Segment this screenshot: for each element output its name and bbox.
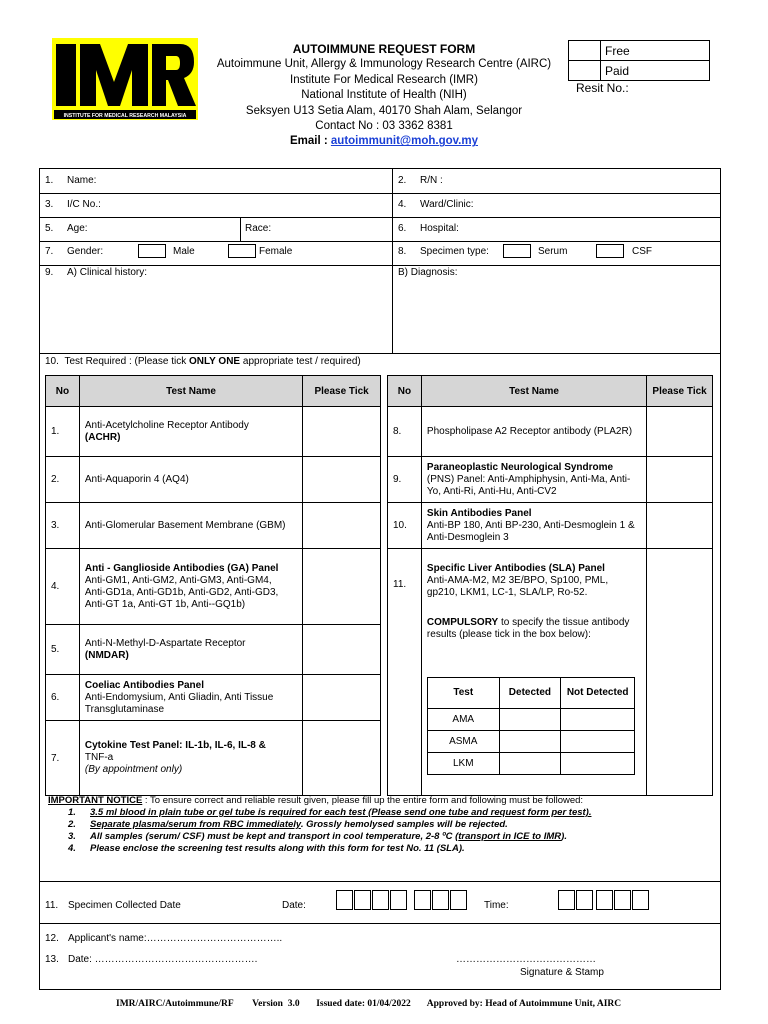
- test-no: 7.: [46, 721, 80, 796]
- notice-item: [48, 807, 648, 819]
- time-label: Time:: [484, 900, 509, 911]
- test-no: 1.: [46, 407, 80, 457]
- age-label: Age:: [67, 223, 88, 234]
- test-line: (ACHR): [84, 431, 121, 443]
- detected-cell[interactable]: [499, 709, 561, 731]
- header-line-1: Autoimmune Unit, Allergy & Immunology Research Centre (AIRC): [216, 58, 552, 71]
- email-link[interactable]: autoimmunit@moh.gov.my: [330, 135, 478, 148]
- time-box-3[interactable]: [596, 890, 613, 910]
- date-box-7[interactable]: [450, 890, 467, 910]
- field-num-4: 4.: [398, 199, 407, 210]
- payment-table: [568, 40, 710, 81]
- tick-cell[interactable]: [647, 503, 713, 549]
- detected-cell[interactable]: [499, 731, 561, 753]
- ab-row-label: ASMA: [428, 731, 500, 753]
- test-name: [79, 625, 302, 675]
- test-no: 5.: [46, 625, 80, 675]
- ab-col-test: Test: [428, 678, 500, 709]
- test-no: 9.: [388, 457, 422, 503]
- test-line: (NMDAR): [84, 649, 129, 661]
- test-no: 4.: [46, 549, 80, 625]
- field-num-1: 1.: [45, 175, 54, 186]
- test-line: Anti-Endomysium, Anti Gliadin, Anti Tissue: [84, 691, 274, 703]
- csf-checkbox[interactable]: [596, 244, 624, 258]
- tick-cell[interactable]: [647, 457, 713, 503]
- notice-item-text: . Grossly hemolysed samples will be rejected.: [300, 819, 508, 830]
- notice-item-num: 1.: [68, 807, 76, 818]
- paid-label: Paid: [601, 61, 710, 81]
- test-required-pre: Test Required : (Please tick: [64, 356, 189, 367]
- test-row: [46, 503, 381, 549]
- time-box-1[interactable]: [558, 890, 575, 910]
- ab-col-not-detected: Not Detected: [561, 678, 635, 709]
- hospital-label: Hospital:: [420, 223, 459, 234]
- free-checkbox[interactable]: [569, 41, 601, 61]
- col-no: No: [46, 376, 80, 407]
- header-contact: Contact No : 03 3362 8381: [315, 120, 453, 133]
- not-detected-cell[interactable]: [561, 731, 635, 753]
- test-line: gp210, LKM1, LC-1, SLA/LP, Ro-52.: [426, 587, 588, 598]
- test-no: 6.: [46, 675, 80, 721]
- antibody-result-table: [427, 677, 635, 775]
- date-box-4[interactable]: [390, 890, 407, 910]
- paid-checkbox[interactable]: [569, 61, 601, 81]
- signature-stamp-label: Signature & Stamp: [520, 967, 604, 978]
- notice-item-text: All samples (serum/ CSF) must be kept and transport in cool temperature, 2-8 ºC (: [90, 831, 459, 842]
- resit-label: Resit No.:: [576, 81, 629, 95]
- test-line: Paraneoplastic Neurological Syndrome: [426, 461, 614, 473]
- test-no: 2.: [46, 457, 80, 503]
- date-box-2[interactable]: [354, 890, 371, 910]
- test-line: Yo, Anti-Ri, Anti-Hu, Anti-CV2: [426, 485, 557, 497]
- header-line-2: Institute For Medical Research (IMR): [290, 73, 478, 86]
- free-label: Free: [601, 41, 710, 61]
- test-name: Anti-Aquaporin 4 (AQ4): [79, 457, 302, 503]
- applicant-num: 12.: [45, 933, 59, 944]
- notice-intro: : To ensure correct and reliable result given, please fill up the entire form and following must be followed:: [142, 795, 584, 806]
- tick-cell[interactable]: [303, 503, 381, 549]
- ab-col-detected: Detected: [499, 678, 561, 709]
- notice-item: [48, 831, 648, 843]
- name-label: Name:: [67, 175, 97, 186]
- test-row: [46, 549, 381, 625]
- field-num-9: 9.: [45, 267, 54, 278]
- test-line: Anti-Desmoglein 3: [426, 531, 509, 543]
- field-num-3: 3.: [45, 199, 54, 210]
- test-no: 8.: [388, 407, 422, 457]
- serum-label: Serum: [538, 246, 568, 257]
- not-detected-cell[interactable]: [561, 709, 635, 731]
- notice-item: [48, 819, 648, 831]
- test-line: Anti-GT 1a, Anti-GT 1b, Anti--GQ1b): [84, 598, 246, 610]
- signature-dots: ……………………………………: [456, 954, 596, 965]
- test-required-label: [45, 356, 361, 367]
- date13-label: Date: ………………………………………….: [68, 954, 258, 965]
- test-line: Anti-Acetylcholine Receptor Antibody: [84, 419, 249, 431]
- field-num-2: 2.: [398, 175, 407, 186]
- test-line: Anti - Ganglioside Antibodies (GA) Panel: [84, 562, 279, 574]
- test-row: [46, 675, 381, 721]
- race-label: Race:: [245, 223, 272, 234]
- test-line: Anti-AMA-M2, M2 3E/BPO, Sp100, PML,: [426, 575, 609, 586]
- field-num-5: 5.: [45, 223, 54, 234]
- tick-cell[interactable]: [303, 625, 381, 675]
- form-header: [200, 42, 568, 150]
- ic-label: I/C No.:: [67, 199, 101, 210]
- specimen-date-num: 11.: [45, 900, 59, 911]
- ab-row-label: AMA: [428, 709, 500, 731]
- test-row: [388, 503, 713, 549]
- male-label: Male: [173, 246, 195, 257]
- gender-label: Gender:: [67, 246, 104, 257]
- notice-item-underline: Separate plasma/serum from RBC immediately: [90, 819, 301, 830]
- notice-item-underline: transport in ICE to IMR: [458, 831, 562, 842]
- specimen-type-label: Specimen type:: [420, 246, 489, 257]
- test-line: (PNS) Panel: Anti-Amphiphysin, Anti-Ma, Anti-: [426, 473, 631, 485]
- test-required-post: appropriate test / required): [240, 356, 361, 367]
- col-please-tick: Please Tick: [647, 376, 713, 407]
- test-line: Anti-GM1, Anti-GM2, Anti-GM3, Anti-GM4,: [84, 574, 272, 586]
- test-line: Transglutaminase: [84, 703, 165, 715]
- email-label: Email :: [290, 135, 331, 148]
- test-required-emphasis: ONLY ONE: [188, 356, 241, 367]
- notice-title: IMPORTANT NOTICE: [48, 795, 143, 806]
- clinical-history-label: A) Clinical history:: [67, 267, 148, 278]
- field-num-6: 6.: [398, 223, 407, 234]
- test-line: Skin Antibodies Panel: [426, 507, 532, 519]
- tick-cell[interactable]: [647, 407, 713, 457]
- ward-label: Ward/Clinic:: [420, 199, 474, 210]
- notice-item-text: 3.5 ml blood in plain tube or gel tube is required for each test (Please send one tube and request form per test).: [90, 807, 592, 818]
- test-no: 10.: [388, 503, 422, 549]
- col-please-tick: Please Tick: [303, 376, 381, 407]
- field-num-7: 7.: [45, 246, 54, 257]
- field-num-8: 8.: [398, 246, 407, 257]
- logo-subtext: INSTITUTE FOR MEDICAL RESEARCH MALAYSIA: [63, 113, 187, 119]
- csf-label: CSF: [632, 246, 652, 257]
- imr-logo: [52, 38, 198, 120]
- time-box-4[interactable]: [614, 890, 631, 910]
- tick-cell[interactable]: [303, 721, 381, 796]
- header-line-3: National Institute of Health (NIH): [301, 89, 467, 102]
- left-test-table: [45, 375, 381, 796]
- rn-label: R/N :: [420, 175, 443, 186]
- test-no: 3.: [46, 503, 80, 549]
- ab-row-label: LKM: [428, 753, 500, 775]
- test-line: Specific Liver Antibodies (SLA) Panel: [426, 563, 605, 574]
- compulsory-line-2: results (please tick in the box below):: [426, 629, 591, 640]
- compulsory-bold: COMPULSORY: [426, 617, 499, 628]
- notice-item-text: Please enclose the screening test results along with this form for test No. 11 (SLA).: [90, 843, 465, 854]
- tick-cell[interactable]: [303, 675, 381, 721]
- time-box-2[interactable]: [576, 890, 593, 910]
- test-row: [388, 407, 713, 457]
- compulsory-line-1: to specify the tissue antibody: [498, 617, 630, 628]
- test-name: Phospholipase A2 Receptor antibody (PLA2R): [421, 407, 646, 457]
- important-notice: [48, 795, 648, 855]
- test-line: Anti-GD1a, Anti-GD1b, Anti-GD2, Anti-GD3,: [84, 586, 279, 598]
- document-footer: IMR/AIRC/Autoimmune/RF Version 3.0 Issued date: 01/04/2022 Approved by: Head of Autoimmune Unit, AIRC: [116, 999, 622, 1009]
- header-email-row: [200, 134, 568, 149]
- test-line: Anti-BP 180, Anti BP-230, Anti-Desmoglein 1 &: [426, 519, 635, 531]
- test-row: [46, 457, 381, 503]
- test-line: Cytokine Test Panel: IL-1b, IL-6, IL-8 &: [84, 740, 266, 751]
- compulsory-text: [427, 617, 641, 641]
- serum-checkbox[interactable]: [503, 244, 531, 258]
- test-line: (By appointment only): [84, 764, 183, 775]
- test-row: [388, 457, 713, 503]
- form-title: AUTOIMMUNE REQUEST FORM: [292, 42, 476, 56]
- time-box-5[interactable]: [632, 890, 649, 910]
- test-name: [79, 407, 302, 457]
- test-name: [421, 503, 646, 549]
- test-row: [46, 407, 381, 457]
- test-name: [79, 721, 302, 796]
- col-test-name: Test Name: [79, 376, 302, 407]
- col-test-name: Test Name: [421, 376, 646, 407]
- test-name: [79, 675, 302, 721]
- notice-item-num: 3.: [68, 831, 76, 842]
- date-label: Date:: [282, 900, 306, 911]
- test-row: [46, 625, 381, 675]
- not-detected-cell[interactable]: [561, 753, 635, 775]
- test-no: 11.: [388, 549, 422, 796]
- test-name: [421, 457, 646, 503]
- diagnosis-label: B) Diagnosis:: [398, 267, 458, 278]
- test-line: Coeliac Antibodies Panel: [84, 679, 204, 691]
- female-checkbox[interactable]: [228, 244, 256, 258]
- date-box-6[interactable]: [432, 890, 449, 910]
- detected-cell[interactable]: [499, 753, 561, 775]
- notice-item-post: ).: [561, 831, 567, 842]
- tick-cell[interactable]: [647, 549, 713, 796]
- tick-cell[interactable]: [303, 457, 381, 503]
- test-line: Anti-N-Methyl-D-Aspartate Receptor: [84, 637, 246, 649]
- date-box-3[interactable]: [372, 890, 389, 910]
- notice-item: [48, 843, 648, 855]
- test-name: Anti-Glomerular Basement Membrane (GBM): [79, 503, 302, 549]
- notice-item-num: 4.: [68, 843, 76, 854]
- applicant-name-label: Applicant's name:…………………………………..: [68, 933, 283, 944]
- tick-cell[interactable]: [303, 407, 381, 457]
- test-row: [46, 721, 381, 796]
- test-line: TNF-a: [84, 752, 114, 763]
- date-box-1[interactable]: [336, 890, 353, 910]
- tick-cell[interactable]: [303, 549, 381, 625]
- test-required-num: 10.: [45, 356, 59, 367]
- col-no: No: [388, 376, 422, 407]
- header-line-4: Seksyen U13 Setia Alam, 40170 Shah Alam, Selangor: [245, 104, 523, 117]
- specimen-collected-label: Specimen Collected Date: [68, 900, 181, 911]
- test-name: [79, 549, 302, 625]
- date13-num: 13.: [45, 954, 59, 965]
- notice-item-num: 2.: [68, 819, 76, 830]
- female-label: Female: [259, 246, 293, 257]
- date-box-5[interactable]: [414, 890, 431, 910]
- male-checkbox[interactable]: [138, 244, 166, 258]
